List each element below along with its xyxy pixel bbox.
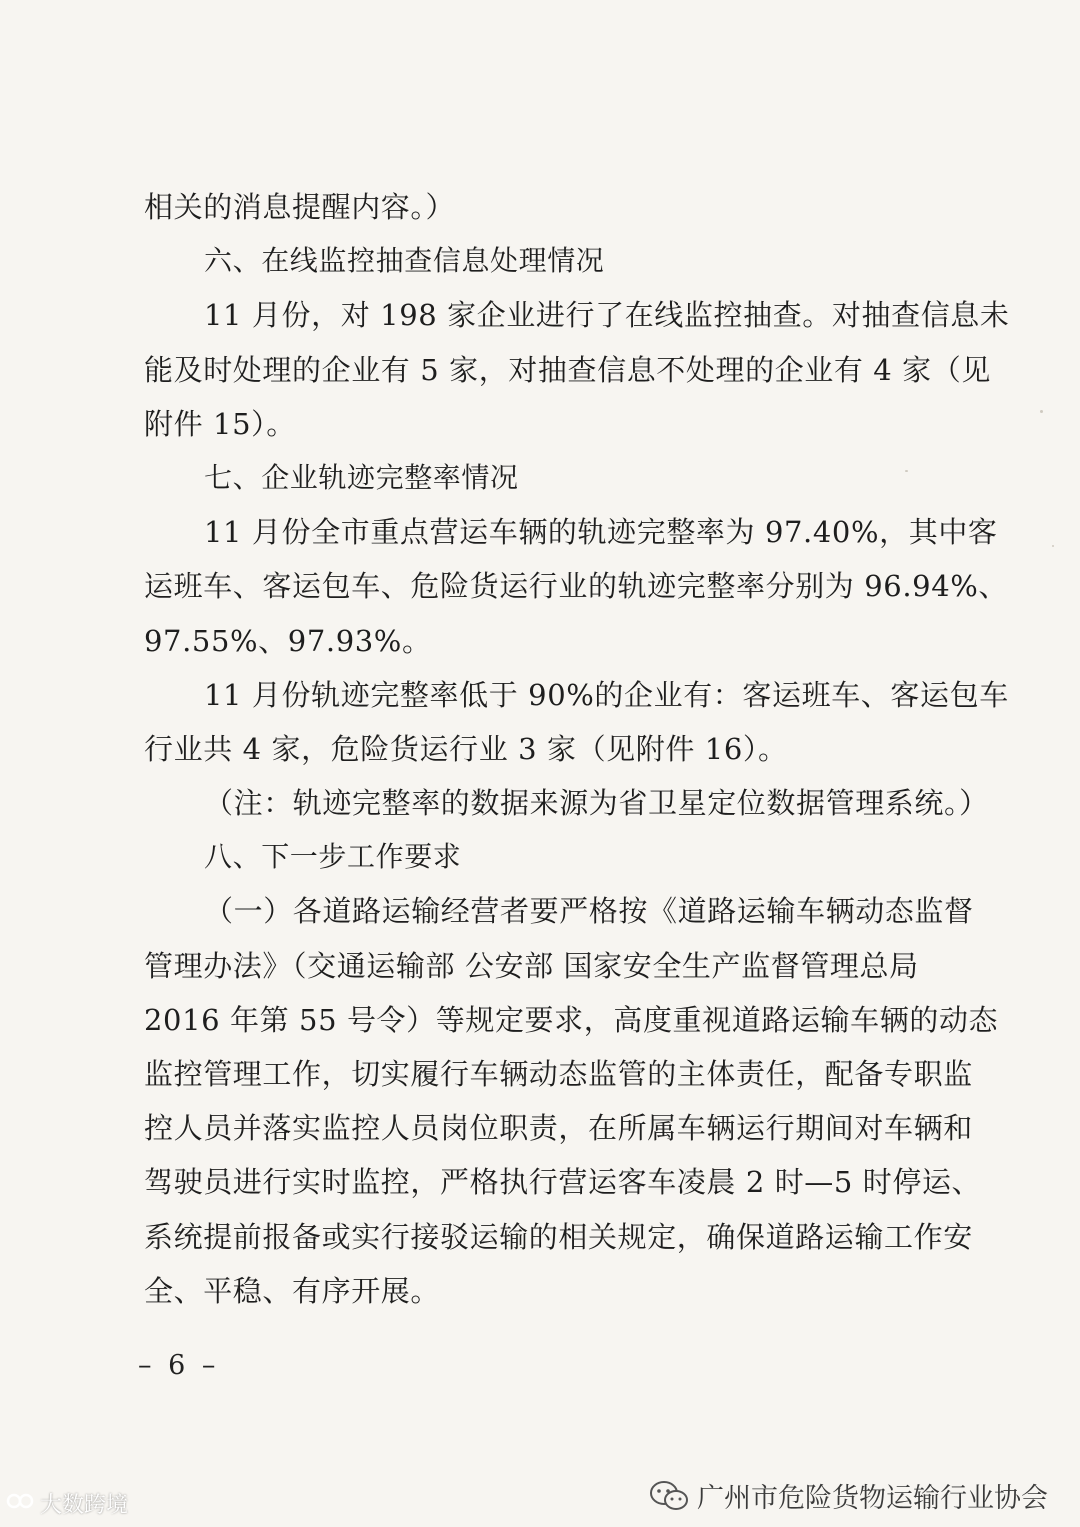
text-line: 监控管理工作，切实履行车辆动态监管的主体责任，配备专职监 bbox=[144, 1057, 973, 1091]
text-line: 11 月份，对 198 家企业进行了在线监控抽查。对抽查信息未 bbox=[204, 298, 1010, 333]
text-line: 运班车、客运包车、危险货运行业的轨迹完整率分别为 96.94%、 bbox=[144, 569, 1008, 604]
text-line: 管理办法》（交通运输部 公安部 国家安全生产监督管理总局 bbox=[144, 948, 919, 983]
text-line: 11 月份全市重点营运车辆的轨迹完整率为 97.40%，其中客 bbox=[204, 515, 998, 550]
watermark-right-text: 广州市危险货物运输行业协会 bbox=[697, 1483, 1048, 1514]
document-body bbox=[144, 180, 1010, 1318]
paper-speck bbox=[1040, 410, 1043, 413]
section-heading-6: 六、在线监控抽查信息处理情况 bbox=[204, 244, 605, 278]
section-heading-8: 八、下一步工作要求 bbox=[204, 840, 462, 874]
text-line: 控人员并落实监控人员岗位职责，在所属车辆运行期间对车辆和 bbox=[144, 1111, 973, 1146]
section-heading-7: 七、企业轨迹完整率情况 bbox=[204, 460, 519, 494]
text-line: 驾驶员进行实时监控，严格执行营运客车凌晨 2 时—5 时停运、 bbox=[144, 1165, 982, 1200]
text-line: 2016 年第 55 号令）等规定要求，高度重视道路运输车辆的动态 bbox=[144, 1002, 999, 1037]
text-line: 相关的消息提醒内容。） bbox=[144, 190, 456, 224]
text-line: 97.55%、97.93%。 bbox=[144, 623, 432, 658]
brand-logo-icon bbox=[6, 1490, 36, 1518]
paper-speck bbox=[1052, 545, 1054, 547]
text-line: 能及时处理的企业有 5 家，对抽查信息不处理的企业有 4 家（见 bbox=[144, 352, 991, 387]
note-line: （注：轨迹完整率的数据来源为省卫星定位数据管理系统。） bbox=[204, 786, 989, 821]
watermark-right bbox=[649, 1476, 1048, 1515]
watermark-left-text: 大数跨境 bbox=[40, 1493, 129, 1518]
page-number: – 6 – bbox=[138, 1350, 220, 1381]
text-line: 附件 15）。 bbox=[144, 406, 296, 441]
text-line: （一）各道路运输经营者要严格按《道路运输车辆动态监督 bbox=[204, 894, 974, 929]
watermark-left bbox=[6, 1488, 128, 1519]
text-line: 全、平稳、有序开展。 bbox=[144, 1273, 441, 1308]
text-line: 系统提前报备或实行接驳运输的相关规定，确保道路运输工作安 bbox=[144, 1219, 973, 1254]
text-line: 行业共 4 家，危险货运行业 3 家（见附件 16）。 bbox=[144, 731, 788, 766]
text-line: 11 月份轨迹完整率低于 90%的企业有：客运班车、客运包车 bbox=[204, 677, 1009, 712]
wechat-icon bbox=[649, 1479, 689, 1513]
